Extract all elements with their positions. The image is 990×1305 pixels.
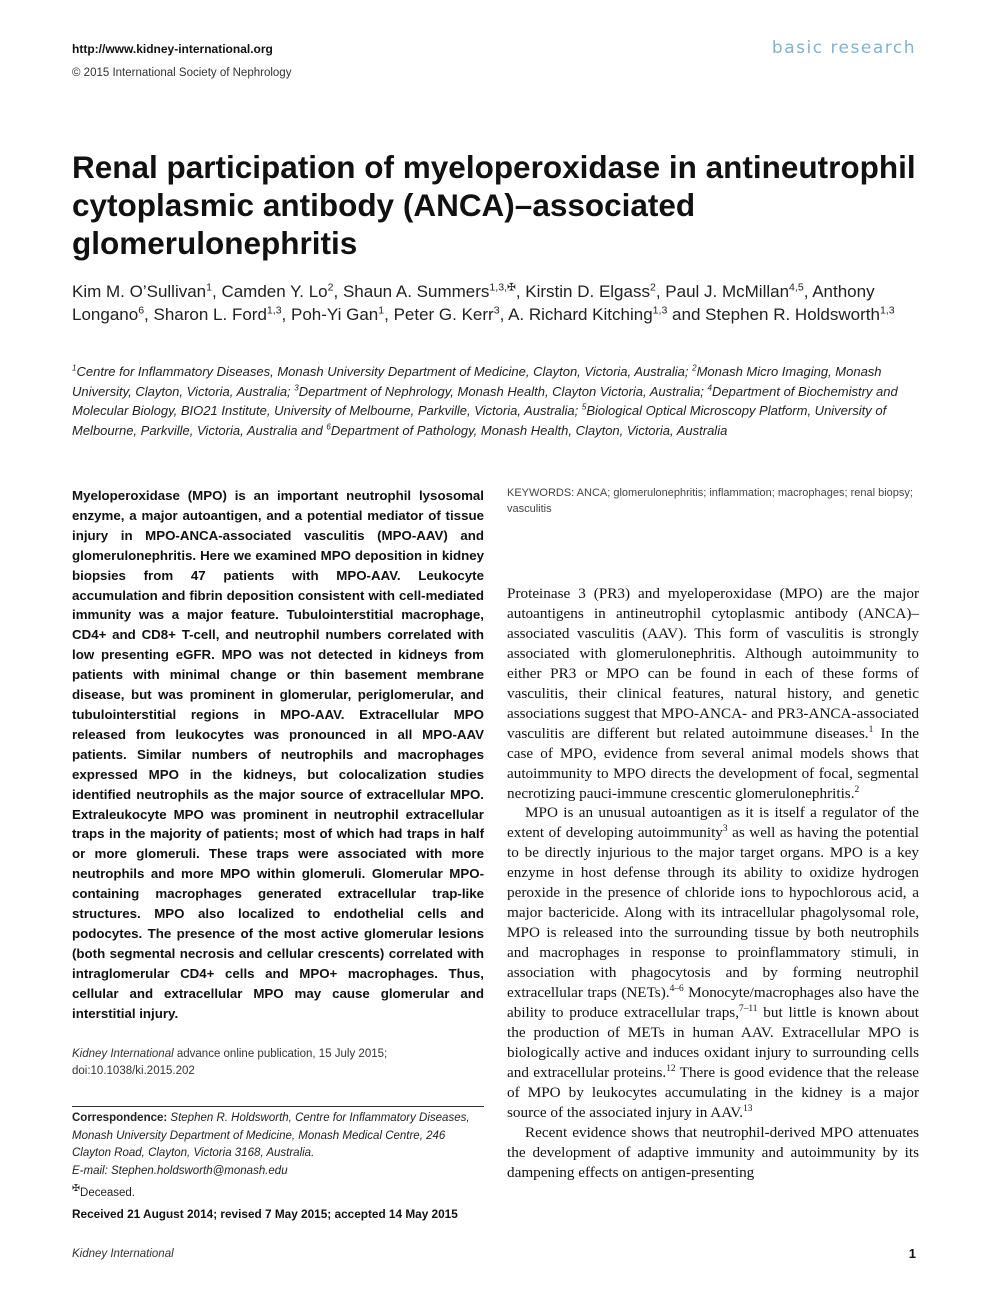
affiliations <box>72 362 932 440</box>
author-name: Sharon L. Ford <box>153 305 267 324</box>
author-affiliation-ref: 3 <box>493 304 500 317</box>
deceased-text: Deceased. <box>80 1186 136 1199</box>
author <box>343 282 516 301</box>
affiliation-text: Monash Micro Imaging, Monash University, Clayton, Victoria, Australia; <box>72 364 882 399</box>
body-paragraph-3: Recent evidence shows that neutrophil-derived MPO attenuates the development of adaptive immunity and autoimmunity by its dampening effects on antigen-presenting <box>507 1123 919 1181</box>
author-affiliation-ref: 1,3,✠ <box>489 281 516 294</box>
author <box>291 305 384 324</box>
affiliation-text: Centre for Inflammatory Diseases, Monash University Department of Medicine, Clayton, Victoria, Australia; <box>76 364 689 379</box>
page-number: 1 <box>908 1246 916 1261</box>
correspondence-email[interactable]: E-mail: Stephen.holdsworth@monash.edu <box>72 1164 288 1177</box>
correspondence <box>72 1106 484 1180</box>
author-affiliation-ref: 1,3 <box>266 304 282 317</box>
author-affiliation-ref: 1 <box>378 304 385 317</box>
author <box>221 282 333 301</box>
author <box>72 282 212 301</box>
pub-date: advance online publication, 15 July 2015; <box>176 1048 388 1060</box>
author <box>394 305 500 324</box>
author-name: Poh-Yi Gan <box>291 305 379 324</box>
author-affiliation-ref: 2 <box>649 281 656 294</box>
body-paragraph-1: Proteinase 3 (PR3) and myeloperoxidase (MPO) are the major autoantigens in antineutrophil cytoplasmic antibody (ANCA)–associated vasculitis (AAV). This form of vasculitis is strongly associated with glomerulonephritis. Although autoimmunity to either PR3 or MPO can be found in each of these forms of vasculitis, their clinical features, natural history, and genetic associations suggest that MPO-ANCA- and PR3-ANCA-associated vasculitis are different but related autoimmune diseases.$^1$ In the case of MPO, evidence from several animal models shows that autoimmunity to MPO directs the development of focal, segmental necrotizing pauci-immune crescentic glomerulonephritis.$^2$ <box>507 585 919 802</box>
affiliation-number: 2 <box>692 363 697 373</box>
author-affiliation-ref: 2 <box>327 281 334 294</box>
author <box>154 305 282 324</box>
author-list: Kim M. O’Sullivan$^1$, Camden Y. Lo$^2$, Shaun A. Summers$^{1,3,✠}$, Kirstin D. Elgass$^2$, Paul J. McMillan$^{4,5}$, Anthony Longano$^6$, Sharon L. Ford$^{1,3}$, Poh-Yi Gan$^1$, Peter G. Kerr$^3$, A. Richard Kitching$^{1,3}$ and Stephen R. Holdsworth$^{1,3}$ <box>72 281 895 324</box>
received-dates: Received 21 August 2014; revised 7 May 2015; accepted 14 May 2015 <box>72 1207 458 1221</box>
affiliation-number: 4 <box>707 383 713 393</box>
author-affiliation-ref: 1 <box>206 281 212 294</box>
correspondence-text: Stephen R. Holdsworth, Centre for Inflammatory Diseases, Monash University Department of Medicine, Monash Medical Centre, 246 Clayton Road, Clayton, Victoria 3168, Australia. <box>72 1112 470 1159</box>
author-name: Peter G. Kerr <box>393 305 494 324</box>
author-name: Camden Y. Lo <box>221 282 328 301</box>
author <box>665 282 803 301</box>
affiliation-text: Department of Pathology, Monash Health, Clayton, Victoria, Australia <box>330 422 728 438</box>
author-name: Shaun A. Summers <box>342 282 490 301</box>
author-affiliation-ref: 4,5 <box>789 281 804 294</box>
author-affiliation-ref: 1,3 <box>879 304 895 317</box>
article-title: Renal participation of myeloperoxidase in antineutrophil cytoplasmic antibody (ANCA)–associated glomerulonephritis <box>72 149 916 261</box>
author-name: Stephen R. Holdsworth <box>705 305 880 324</box>
affiliation-number: 3 <box>294 383 299 393</box>
author <box>705 305 894 324</box>
body-paragraph-2: MPO is an unusual autoantigen as it is itself a regulator of the extent of developing autoimmunity$^3$ as well as having the potential to be directly injurious to the major target organs. MPO is a key enzyme in host defense through its ability to oxidize hydrogen peroxide in the presence of chloride ions to hypochlorous acid, a major bactericide. Along with its intracellular phagolysomal role, MPO is released into the surrounding tissue by both neutrophils and macrophages in response to proinflammatory stimuli, in association with phagocytosis and by forming neutrophil extracellular traps (NETs).$^{4-6}$ Monocyte/macrophages also have the ability to produce extracellular traps,$^{7-11}$ but little is known about the production of METs in human AAV. Extracellular MPO is biologically active and induces oxidant injury to surrounding cells and extracellular proteins.$^{12}$ There is good evidence that the release of MPO by leukocytes accumulating in the kidney is a major source of the associated injury in AAV.$^{13}$ <box>507 804 919 1121</box>
affiliation-number: 6 <box>326 422 331 432</box>
author-name: A. Richard Kitching <box>508 305 653 324</box>
pub-journal: Kidney International <box>72 1048 174 1060</box>
author-affiliation-ref: 1,3 <box>652 304 668 317</box>
abstract: Myeloperoxidase (MPO) is an important neutrophil lysosomal enzyme, a major autoantigen, and a potential mediator of tissue injury in MPO-ANCA-associated vasculitis (MPO-AAV) and glomerulonephritis. Here we examined MPO deposition in kidney biopsies from 47 patients with MPO-AAV. Leukocyte accumulation and fibrin deposition consistent with cell-mediated immunity was a major feature. Tubulointerstitial macrophage, CD4+ and CD8+ T-cell, and neutrophil numbers correlated with low presenting eGFR. MPO was not detected in kidneys from patients with minimal change or thin basement membrane disease, but was prominent in glomerular, periglomerular, and tubulointerstitial regions in MPO-AAV. Extracellular MPO released from leukocytes was pronounced in all MPO-AAV patients. Similar numbers of neutrophils and macrophages expressed MPO in the kidneys, but colocalization studies identified neutrophils as the major source of extracellular MPO. Extraleukocyte MPO was prominent in neutrophil extracellular traps in the majority of patients; most of which had traps in half or more glomeruli. These traps were associated with more neutrophils and more MPO within glomeruli. Glomerular MPO-containing macrophages generated extracellular trap-like structures. MPO also localized to endothelial cells and podocytes. The presence of the most active glomerular lesions (both segmental necrosis and cellular crescents) correlated with intraglomerular CD4+ cells and MPO+ macrophages. Thus, cellular and extracellular MPO may cause glomerular and interstitial injury. <box>72 488 484 1021</box>
affiliation-number: 1 <box>72 363 77 373</box>
body-text <box>507 584 919 1183</box>
author-name: Kim M. O’Sullivan <box>72 282 207 301</box>
author-affiliation-ref: 6 <box>138 304 145 317</box>
deceased-note <box>72 1183 135 1199</box>
correspondence-label: Correspondence: <box>72 1112 168 1124</box>
copyright: © 2015 International Society of Nephrology <box>72 67 292 79</box>
section-label: basic research <box>771 38 916 58</box>
author-name: Anthony Longano <box>72 282 875 324</box>
affiliation-text: Department of Biochemistry and Molecular Biology, BIO21 Institute, University of Melbourne, Parkville, Victoria, Australia; <box>72 383 898 418</box>
affiliation-text: Biological Optical Microscopy Platform, University of Melbourne, Parkville, Victoria, Australia and <box>72 403 887 438</box>
journal-url[interactable]: http://www.kidney-international.org <box>72 42 273 56</box>
publication-info <box>72 1046 484 1080</box>
author <box>525 282 656 301</box>
author-name: Paul J. McMillan <box>665 282 790 301</box>
pub-doi[interactable]: doi:10.1038/ki.2015.202 <box>72 1065 195 1077</box>
authors-and: and <box>672 305 701 324</box>
affiliation-number: 5 <box>581 402 587 412</box>
keywords: KEYWORDS: ANCA; glomerulonephritis; inflammation; macrophages; renal biopsy; vasculitis <box>507 487 913 515</box>
footer-journal: Kidney International <box>72 1248 174 1260</box>
affiliation-text: Department of Nephrology, Monash Health, Clayton Victoria, Australia; <box>298 383 704 399</box>
author <box>508 305 667 324</box>
deceased-mark: ✠ <box>72 1183 81 1194</box>
author-name: Kirstin D. Elgass <box>525 282 650 301</box>
